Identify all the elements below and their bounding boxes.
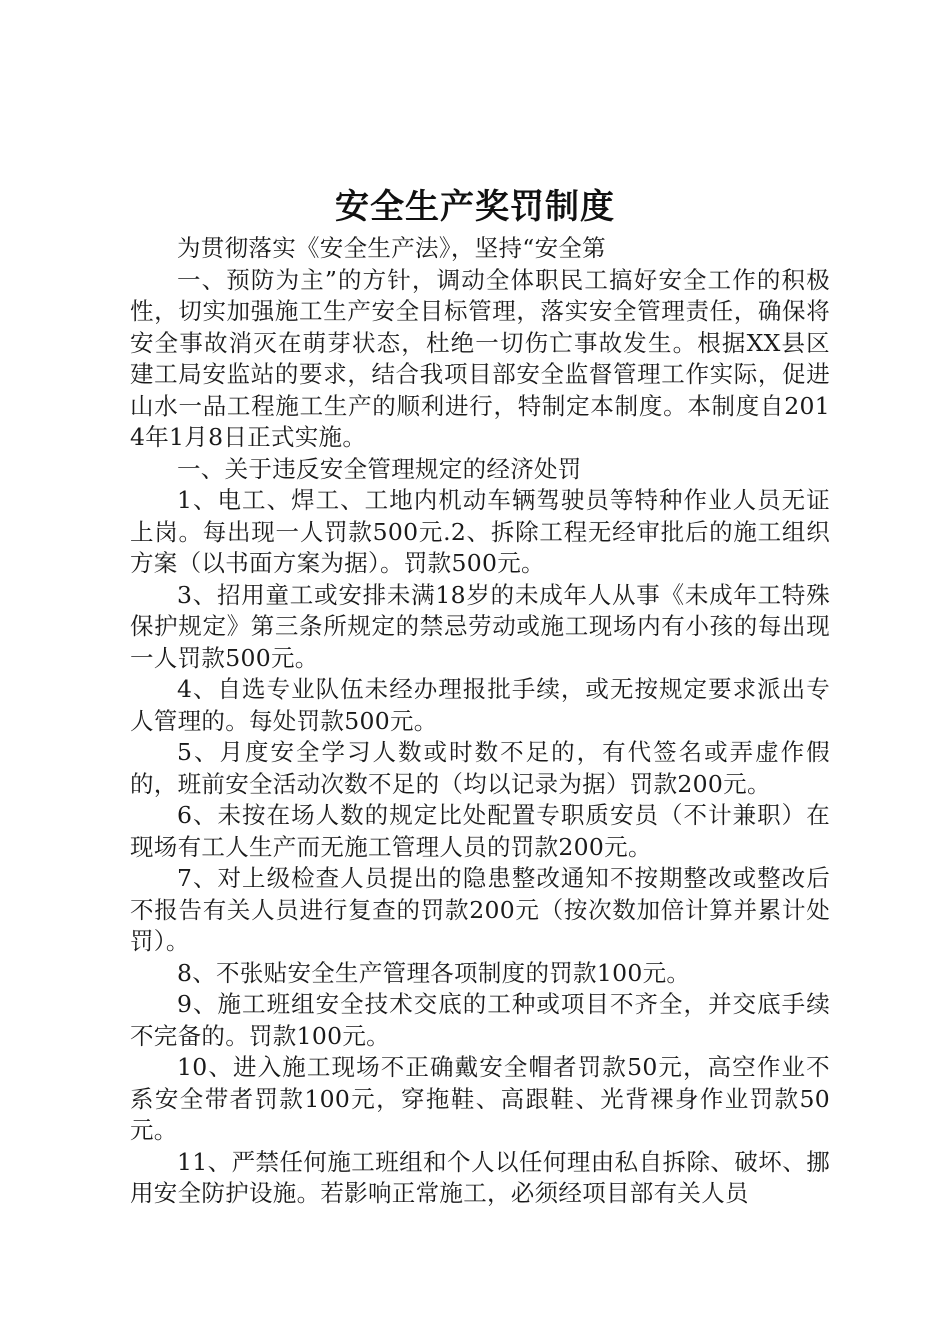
list-item: 9、施工班组安全技术交底的工种或项目不齐全，并交底手续不完备的。罚款100元。 bbox=[130, 990, 830, 1050]
list-item: 10、进入施工现场不正确戴安全帽者罚款50元，高空作业不系安全带者罚款100元，穿拖鞋、高跟鞋、光背裸身作业罚款50元。 bbox=[130, 1053, 830, 1144]
paragraph-purpose: 一、预防为主”的方针，调动全体职民工搞好安全工作的积极性，切实加强施工生产安全目标管理，落实安全管理责任，确保将安全事故消灭在萌芽状态，杜绝一切伤亡事故发生。根据XX县区建工局安监站的要求，结合我项目部安全监督管理工作实际，促进山水一品工程施工生产的顺利进行，特制定本制度。本制度自2014年1月8日正式实施。 bbox=[130, 265, 830, 451]
list-item: 5、月度安全学习人数或时数不足的，有代签名或弄虚作假的，班前安全活动次数不足的（均以记录为据）罚款200元。 bbox=[130, 738, 830, 798]
document-title: 安全生产奖罚制度 bbox=[335, 187, 615, 227]
list-item: 1、电工、焊工、工地内机动车辆驾驶员等特种作业人员无证上岗。每出现一人罚款500元.2、拆除工程无经审批后的施工组织方案（以书面方案为据）。罚款500元。 bbox=[130, 486, 830, 577]
list-item: 6、未按在场人数的规定比处配置专职质安员（不计兼职）在现场有工人生产而无施工管理人员的罚款200元。 bbox=[130, 801, 830, 861]
list-item: 7、对上级检查人员提出的隐患整改通知不按期整改或整改后不报告有关人员进行复查的罚款200元（按次数加倍计算并累计处罚）。 bbox=[130, 864, 830, 955]
list-item: 11、严禁任何施工班组和个人以任何理由私自拆除、破坏、挪用安全防护设施。若影响正常施工，必须经项目部有关人员 bbox=[130, 1147, 830, 1207]
paragraph-intro: 为贯彻落实《安全生产法》，坚持“安全第 bbox=[177, 234, 606, 262]
list-item: 3、招用童工或安排未满18岁的未成年人从事《未成年工特殊保护规定》第三条所规定的禁忌劳动或施工现场内有小孩的每出现一人罚款500元。 bbox=[130, 580, 830, 672]
document-body bbox=[130, 233, 830, 1210]
section-heading-penalties: 一、关于违反安全管理规定的经济处罚 bbox=[177, 454, 582, 483]
list-item: 4、自选专业队伍未经办理报批手续，或无按规定要求派出专人管理的。每处罚款500元。 bbox=[130, 675, 830, 735]
list-item: 8、不张贴安全生产管理各项制度的罚款100元。 bbox=[177, 958, 691, 987]
